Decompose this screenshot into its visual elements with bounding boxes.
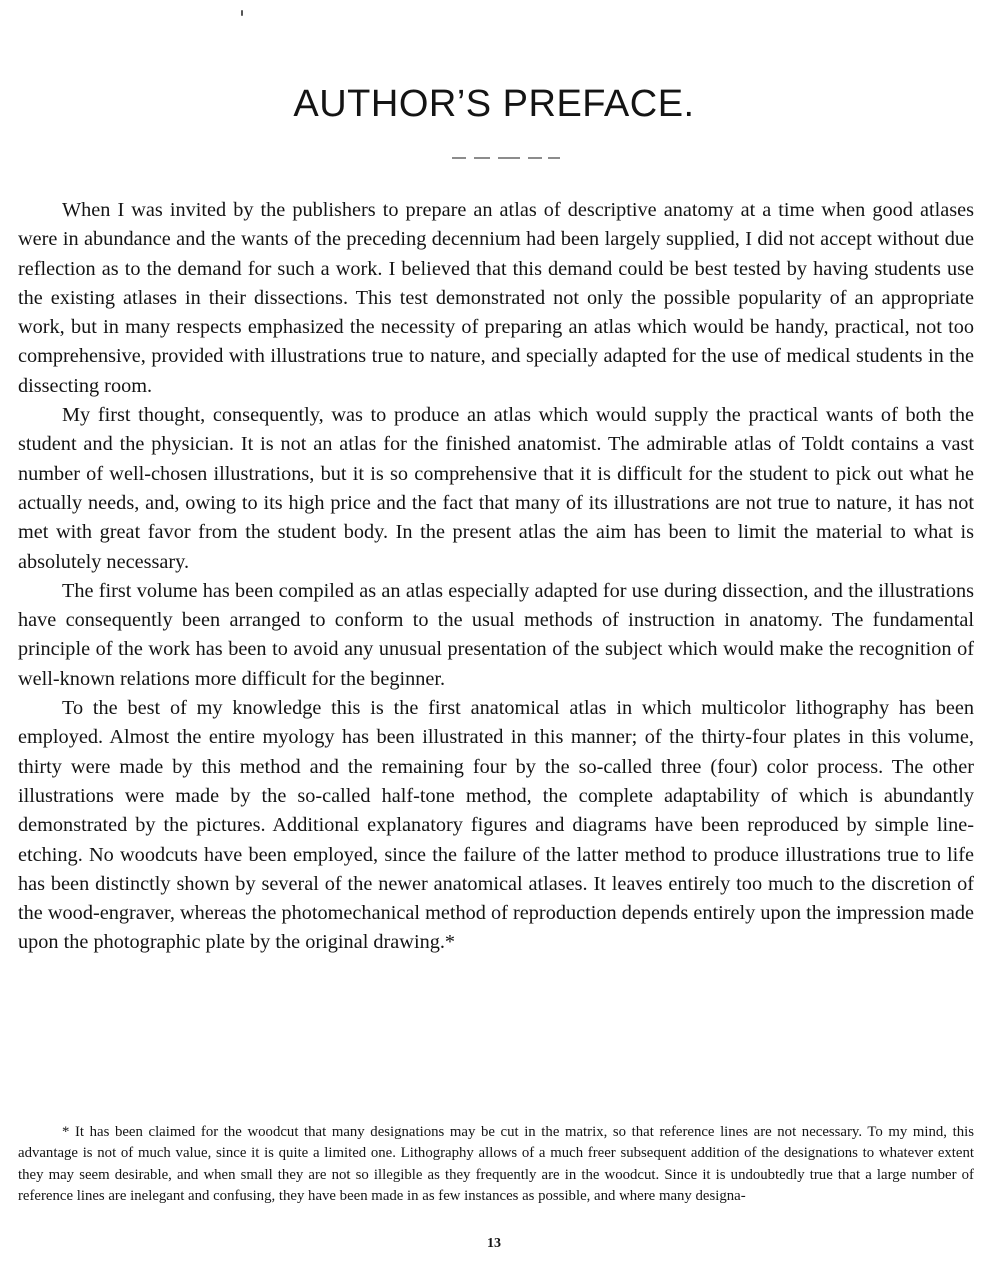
footnote: [18, 1122, 974, 1208]
footnote-text: * It has been claimed for the woodcut that many designations may be cut in the matrix, so that reference lines are not necessary. To my mind, this advantage is not of much value, since it is quite a limited one. Lithography allows of a much freer subsequent addition of the designations to whatever extent they may seem desirable, and when small they are not so illegible as they frequently are in the woodcut. Since it is undoubtedly true that a large number of reference lines are inelegant and confusing, they have been made in as few instances as possible, and where many designa-: [18, 1124, 974, 1205]
paragraph-4: To the best of my knowledge this is the first anatomical atlas in which multicolor lithography has been employed. Almost the entire myology has been illustrated in this manner; of the thirty-four plates in this volume, thirty were made by this method and the remaining four by the so-called three (four) color process. The other illustrations were made by the so-called half-tone method, the complete adaptability of which is abundantly demonstrated by the pictures. Additional explanatory figures and diagrams have been reproduced by simple line-etching. No woodcuts have been employed, since the failure of the latter method to produce illustrations true to life has been distinctly shown by several of the newer anatomical atlases. It leaves entirely too much to the discretion of the wood-engraver, whereas the photomechanical method of reproduction depends entirely upon the impression made upon the photographic plate by the original drawing.*: [18, 697, 974, 954]
print-speck: [241, 10, 243, 16]
title-ornament-rule: [452, 156, 560, 160]
paragraph-1: When I was invited by the publishers to prepare an atlas of descriptive anatomy at a time when good atlases were in abundance and the wants of the preceding decennium had been largely supplied, I did not accept without due reflection as to the demand for such a work. I believed that this demand could be best tested by having students use the existing atlases in their dissections. This test demonstrated not only the possible popularity of an appropriate work, but in many respects emphasized the necessity of preparing an atlas which would be handy, practical, not too comprehensive, provided with illustrations true to nature, and specially adapted for the use of medical students in the dissecting room.: [18, 199, 974, 397]
page-title: AUTHOR’S PREFACE.: [293, 83, 695, 125]
preface-body: [18, 196, 974, 958]
paragraph-3: The first volume has been compiled as an atlas especially adapted for use during dissection, and the illustrations have consequently been arranged to conform to the usual methods of instruction in anatomy. The fundamental principle of the work has been to avoid any unusual presentation of the subject which would make the recognition of well-known relations more difficult for the beginner.: [18, 579, 974, 690]
page-number: 13: [487, 1236, 501, 1251]
paragraph-2: My first thought, consequently, was to produce an atlas which would supply the practical wants of both the student and the physician. It is not an atlas for the finished anatomist. The admirable atlas of Toldt contains a vast number of well-chosen illustrations, but it is so comprehensive that it is difficult for the student to pick out what he actually needs, and, owing to its high price and the fact that many of its illustrations are not true to nature, it has not met with great favor from the student body. In the present atlas the aim has been to limit the material to what is absolutely necessary.: [18, 404, 974, 573]
